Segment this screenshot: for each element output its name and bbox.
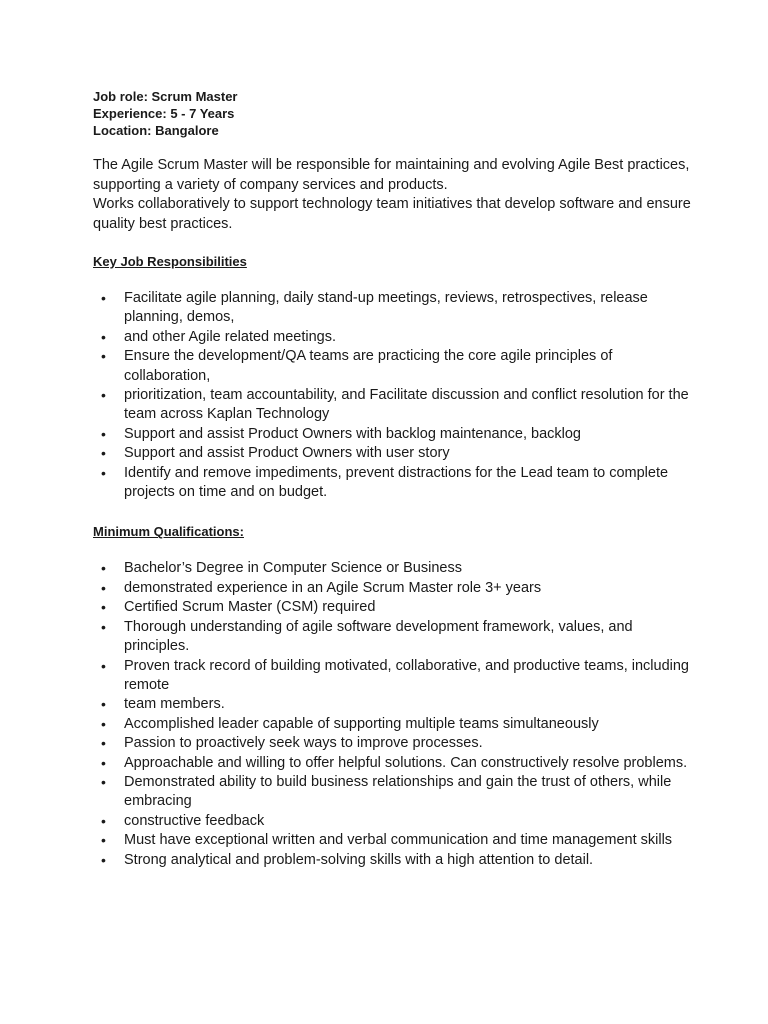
list-item-text: and other Agile related meetings.: [124, 328, 336, 345]
bullet-icon: •: [101, 851, 106, 868]
list-item-text: Bachelor’s Degree in Computer Science or Business: [124, 560, 462, 577]
document-page: [93, 88, 693, 870]
bullet-icon: •: [101, 425, 106, 442]
list-item: [93, 657, 693, 696]
bullet-icon: •: [101, 812, 106, 829]
bullet-icon: •: [101, 832, 106, 849]
bullet-icon: •: [101, 696, 106, 713]
list-item-text: Proven track record of building motivated, collaborative, and productive teams, including remote: [124, 657, 689, 693]
responsibilities-list: [93, 289, 693, 502]
list-item-text: Support and assist Product Owners with user story: [124, 445, 450, 462]
job-experience: Experience: 5 - 7 Years: [93, 106, 235, 121]
list-item-text: Facilitate agile planning, daily stand-up meetings, reviews, retrospectives, release planning, demos,: [124, 290, 648, 326]
list-item-text: Support and assist Product Owners with backlog maintenance, backlog: [124, 425, 581, 442]
responsibilities-heading: Key Job Responsibilities: [93, 254, 247, 269]
list-item: [93, 328, 693, 347]
list-item-text: Identify and remove impediments, prevent distractions for the Lead team to complete projects on time and on budget.: [124, 464, 669, 501]
list-item: [93, 773, 693, 812]
bullet-icon: •: [101, 445, 106, 462]
bullet-icon: •: [101, 773, 106, 790]
list-item: [93, 425, 693, 444]
list-item-text: Passion to proactively seek ways to improve processes.: [124, 735, 483, 752]
list-item-text: Certified Scrum Master (CSM) required: [124, 599, 376, 616]
list-item: [93, 579, 693, 598]
list-item-text: Accomplished leader capable of supporting multiple teams simultaneously: [124, 715, 599, 732]
bullet-icon: •: [101, 715, 106, 732]
job-meta: [93, 88, 693, 139]
list-item: [93, 559, 693, 578]
qualifications-heading: Minimum Qualifications:: [93, 524, 244, 540]
list-item-text: Thorough understanding of agile software development framework, values, and principles.: [124, 618, 633, 655]
list-item-text: team members.: [124, 696, 225, 713]
qualifications-list: [93, 559, 693, 870]
list-item: [93, 386, 693, 425]
list-item-text: Strong analytical and problem-solving skills with a high attention to detail.: [124, 851, 594, 868]
bullet-icon: •: [101, 657, 106, 674]
list-item: [93, 831, 693, 850]
bullet-icon: •: [101, 290, 106, 306]
job-location: Location: Bangalore: [93, 123, 219, 138]
bullet-icon: •: [101, 387, 106, 404]
job-role: Job role: Scrum Master: [93, 89, 238, 104]
bullet-icon: •: [101, 328, 106, 345]
bullet-icon: •: [101, 618, 106, 635]
list-item: [93, 715, 693, 734]
list-item-text: Approachable and willing to offer helpful solutions. Can constructively resolve problems.: [124, 754, 688, 771]
intro-line-2: Works collaboratively to support technology team initiatives that develop software and ensure quality best practices.: [93, 196, 691, 232]
list-item: [93, 734, 693, 753]
list-item: [93, 812, 693, 831]
bullet-icon: •: [101, 560, 106, 577]
list-item-text: Ensure the development/QA teams are practicing the core agile principles of collaboration,: [124, 348, 613, 384]
list-item-text: prioritization, team accountability, and Facilitate discussion and conflict resolution for the team across Kaplan Technology: [124, 387, 689, 423]
intro-line-1: The Agile Scrum Master will be responsible for maintaining and evolving Agile Best practices, supporting a variety of company services and products.: [93, 157, 690, 193]
list-item: [93, 754, 693, 773]
list-item-text: Must have exceptional written and verbal communication and time management skills: [124, 832, 673, 849]
list-item: [93, 444, 693, 463]
list-item: [93, 618, 693, 657]
bullet-icon: •: [101, 599, 106, 616]
bullet-icon: •: [101, 579, 106, 596]
list-item: [93, 851, 693, 870]
list-item: [93, 289, 693, 328]
bullet-icon: •: [101, 348, 106, 365]
intro-paragraph: [93, 156, 693, 234]
bullet-icon: •: [101, 735, 106, 752]
list-item-text: Demonstrated ability to build business relationships and gain the trust of others, while embracing: [124, 773, 672, 810]
list-item: [93, 464, 693, 503]
bullet-icon: •: [101, 754, 106, 771]
list-item: [93, 347, 693, 386]
list-item: [93, 695, 693, 714]
list-item-text: demonstrated experience in an Agile Scrum Master role 3+ years: [124, 579, 542, 596]
list-item: [93, 598, 693, 617]
bullet-icon: •: [101, 464, 106, 481]
list-item-text: constructive feedback: [124, 812, 265, 829]
